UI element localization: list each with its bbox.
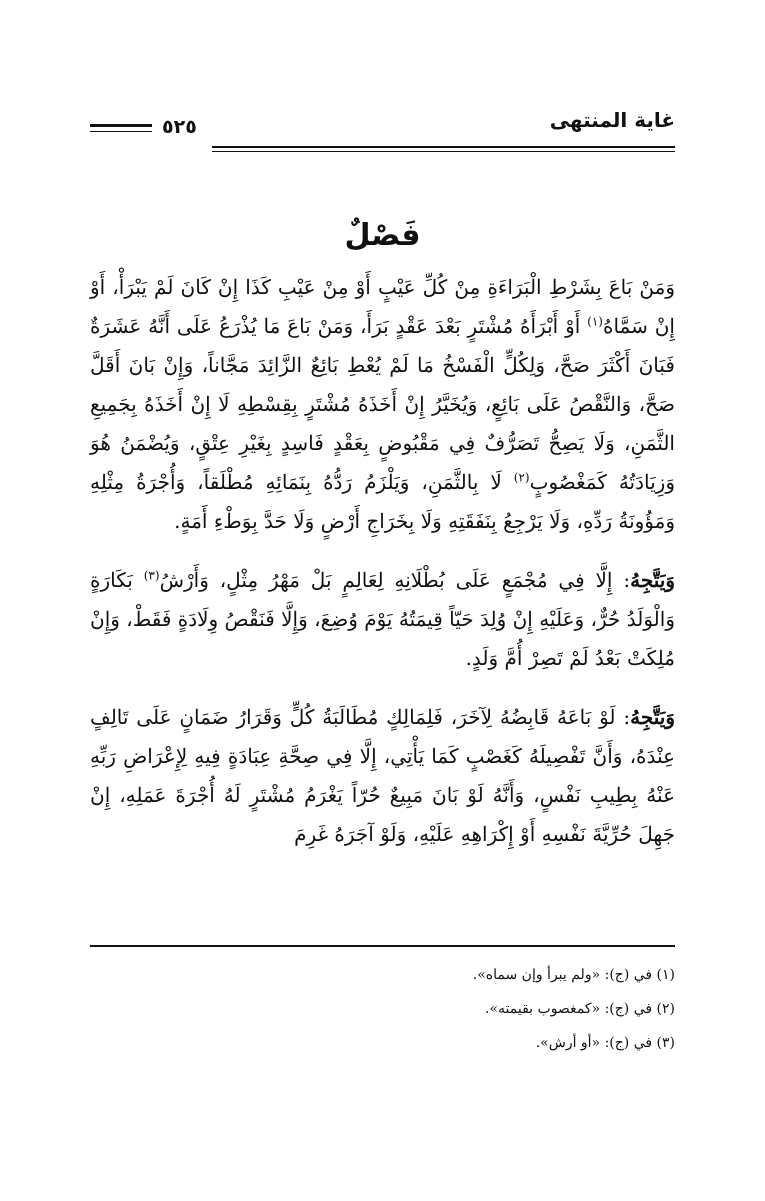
main-text: [90, 268, 675, 874]
running-title: غاية المنتهى: [549, 108, 675, 132]
paragraph-lead: وَيَتَّجِهُ: [630, 705, 675, 729]
paragraph-lead: وَيَتَّجِهُ: [630, 568, 676, 592]
header-rule-short: [90, 124, 152, 127]
header-rule-long-thin: [212, 151, 675, 152]
footnote-ref-3: (٣): [143, 568, 160, 583]
paragraph-1: [90, 268, 675, 541]
header-rule-long: [212, 146, 675, 148]
paragraph-text: لَا بِالثَّمَنِ، وَيَلْزَمُ رَدُّهُ بِنَمَائِهِ مُطْلَقاً، وَأُجْرَةُ مِثْلِهِ وَمَؤُونَةُ رَدِّهِ، وَلَا يَرْجِعُ بِنَفَقَتِهِ وَلَا بِخَرَاجِ أَرْضٍ وَلَا حَدَّ بِوَطْءِ أَمَةٍ.: [90, 470, 675, 533]
footnote-ref-1: (١): [587, 314, 603, 329]
page-header: [90, 108, 675, 148]
paragraph-2: [90, 561, 675, 678]
section-title: فَصْلٌ: [344, 218, 421, 253]
footnote-separator: [90, 945, 675, 947]
footnote-2: (٢) في (ج): «كمغصوب بقيمته».: [485, 1001, 675, 1017]
paragraph-3: [90, 698, 675, 854]
paragraph-text: أَوْ أَبْرَأَهُ مُشْتَرٍ بَعْدَ عَقْدٍ بَرَأَ، وَمَنْ بَاعَ مَا يُذْرَعُ عَلَى أَنَّهُ عَشَرَةٌ فَبَانَ أَكْثَرَ صَحَّ، وَلِكُلٍّ الْفَسْخُ مَا لَمْ يُعْطِ بَائِعٌ الزَّائِدَ مَجَّاناً، وَإِنْ بَانَ أَقَلَّ صَحَّ، وَالنَّقْصُ عَلَى بَائِعٍ، وَيُخَيَّرُ إِنْ أَخَذَهُ مُشْتَرٍ بِقِسْطِهِ لَا إِنْ أَخَذَهُ بِجَمِيعِ الثَّمَنِ، وَلَا يَصِحُّ تَصَرُّفٌ فِي مَقْبُوضٍ بِعَقْدٍ فَاسِدٍ بِغَيْرِ عِتْقٍ، وَيُضْمَنُ هُوَ وَزِيَادَتُهُ كَمَغْصُوبٍ: [90, 314, 676, 494]
paragraph-text: : إِلَّا فِي مُجْمَعٍ عَلَى بُطْلَانِهِ لِعَالِمٍ بَلْ مَهْرُ مِثْلٍ، وَأَرْشُ: [159, 568, 631, 592]
footnote-3: (٣) في (ج): «أو أرش».: [535, 1035, 675, 1051]
footnote-ref-2: (٢): [513, 470, 530, 485]
paragraph-text: وَمَنْ بَاعَ بِشَرْطِ الْبَرَاءَةِ مِنْ كُلِّ عَيْبٍ أَوْ مِنْ عَيْبِ كَذَا إِنْ كَانَ لَمْ يَبْرَأْ، أَوْ إِنْ سَمَّاهُ: [90, 275, 675, 338]
footnote-1: (١) في (ج): «ولم يبرأ وإن سماه».: [472, 967, 675, 983]
page-number: ٥٢٥: [162, 116, 197, 138]
footnotes: [90, 958, 675, 1060]
paragraph-text: : لَوْ بَاعَهُ قَابِضُهُ لِآخَرَ، فَلِمَالِكٍ مُطَالَبَةُ كُلٍّ وَقَرَارُ ضَمَانٍ عَلَى تَالِفٍ عِنْدَهُ، وَأَنَّ تَفْصِيلَهُ كَغَصْبٍ كَمَا يَأْتِي، إِلَّا فِي صِحَّةِ عِبَادَةٍ فِيهِ لِإِعْرَاضِ رَبِّهِ عَنْهُ بِطِيبِ نَفْسٍ، وَأَنَّهُ لَوْ بَانَ مَبِيعٌ حُرّاً يَغْرَمُ مُشْتَرٍ لَهُ أُجْرَةَ عَمَلِهِ، إِنْ جَهِلَ حُرِّيَّةَ نَفْسِهِ أَوْ إِكْرَاهِهِ عَلَيْهِ، وَلَوْ آجَرَهُ غَرِمَ: [90, 705, 676, 846]
header-rule-short-thin: [90, 131, 152, 132]
paragraph-text: بَكَارَةٍ وَالْوَلَدُ حُرٌّ، وَعَلَيْهِ إِنْ وُلِدَ حَيّاً قِيمَتُهُ يَوْمَ وُضِعَ، وَإِلَّا فَنَقْصُ وِلَادَةٍ فَقَطْ، وَإِنْ مُلِكَتْ بَعْدُ لَمْ تَصِرْ أُمَّ وَلَدٍ.: [90, 568, 675, 670]
